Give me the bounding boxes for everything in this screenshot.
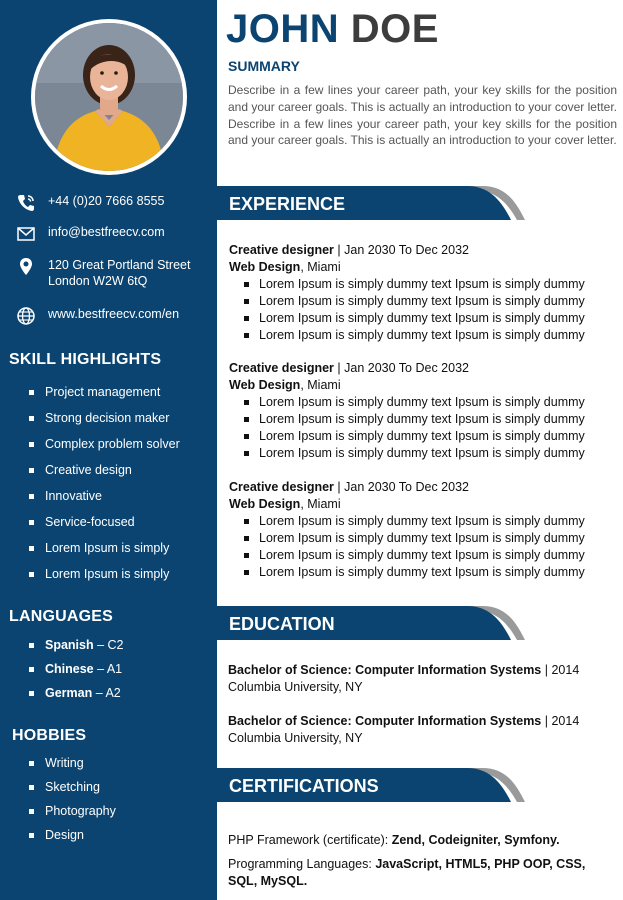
phone-text: +44 (0)20 7666 8555 bbox=[48, 194, 165, 208]
language-item bbox=[29, 637, 124, 661]
skill-item: Lorem Ipsum is simply bbox=[29, 540, 180, 566]
job-company: Web Design bbox=[229, 378, 301, 392]
summary-heading: SUMMARY bbox=[228, 58, 300, 74]
school: Columbia University, NY bbox=[228, 731, 363, 745]
skill-item: Lorem Ipsum is simply bbox=[29, 566, 180, 592]
job-bullet: Lorem Ipsum is simply dummy text Ipsum is simply dummy bbox=[242, 276, 609, 293]
job-entry bbox=[229, 360, 609, 462]
cert-value: JavaScript, HTML5, PHP OOP, CSS, SQL, MySQL. bbox=[228, 857, 586, 888]
education-entry bbox=[228, 713, 608, 747]
languages-heading: LANGUAGES bbox=[9, 608, 114, 625]
job-dates: | Jan 2030 To Dec 2032 bbox=[333, 361, 469, 375]
summary-text: Describe in a few lines your career path, your key skills for the position and your career goals. This is actually an introduction to your cover letter. Describe in a few lines your career path, your key skills for the position and your career goals. This is actually an introduction to your cover letter. bbox=[228, 83, 617, 148]
school: Columbia University, NY bbox=[228, 680, 363, 694]
job-company: Web Design bbox=[229, 497, 301, 511]
hobbies-heading: HOBBIES bbox=[12, 727, 87, 744]
address-line1: 120 Great Portland Street bbox=[48, 258, 191, 272]
phone-icon bbox=[16, 193, 36, 213]
job-bullets bbox=[242, 513, 609, 581]
contact-email bbox=[16, 224, 165, 244]
job-bullet: Lorem Ipsum is simply dummy text Ipsum is simply dummy bbox=[242, 547, 609, 564]
profile-photo bbox=[35, 23, 183, 171]
certification-line bbox=[228, 832, 613, 849]
certifications-heading: CERTIFICATIONS bbox=[229, 776, 379, 796]
job-bullet: Lorem Ipsum is simply dummy text Ipsum is simply dummy bbox=[242, 310, 609, 327]
contact-phone bbox=[16, 193, 164, 213]
job-location: , Miami bbox=[300, 260, 341, 274]
envelope-icon bbox=[16, 224, 36, 244]
hobby-item: Writing bbox=[29, 755, 116, 779]
job-role: Creative designer bbox=[229, 361, 334, 375]
first-name: JOHN bbox=[226, 7, 340, 51]
skill-item: Strong decision maker bbox=[29, 410, 180, 436]
skill-item: Innovative bbox=[29, 488, 180, 514]
skills-heading: SKILL HIGHLIGHTS bbox=[9, 351, 162, 368]
contact-website bbox=[16, 306, 179, 326]
languages-list bbox=[29, 637, 124, 709]
job-bullet: Lorem Ipsum is simply dummy text Ipsum is simply dummy bbox=[242, 293, 609, 310]
skills-list bbox=[29, 384, 180, 592]
job-entry bbox=[229, 242, 609, 344]
sidebar bbox=[0, 0, 217, 900]
job-location: , Miami bbox=[300, 378, 341, 392]
job-bullets bbox=[242, 276, 609, 344]
job-role: Creative designer bbox=[229, 480, 334, 494]
cert-label: PHP Framework (certificate): bbox=[228, 833, 392, 847]
hobby-item: Sketching bbox=[29, 779, 116, 803]
experience-heading: EXPERIENCE bbox=[229, 194, 346, 214]
education-heading: EDUCATION bbox=[229, 614, 335, 634]
skill-item: Project management bbox=[29, 384, 180, 410]
skill-item: Creative design bbox=[29, 462, 180, 488]
job-bullets bbox=[242, 394, 609, 462]
address-line2: London W2W 6tQ bbox=[48, 274, 148, 288]
skill-item: Complex problem solver bbox=[29, 436, 180, 462]
cert-label: Programming Languages: bbox=[228, 857, 376, 871]
experience-header bbox=[217, 186, 537, 222]
language-name: Spanish bbox=[45, 638, 94, 652]
hobbies-list bbox=[29, 755, 116, 851]
language-level: – A2 bbox=[92, 686, 121, 700]
certification-line bbox=[228, 856, 613, 890]
skill-item: Service-focused bbox=[29, 514, 180, 540]
website-text[interactable]: www.bestfreecv.com/en bbox=[48, 307, 180, 321]
hobby-item: Design bbox=[29, 827, 116, 851]
language-name: Chinese bbox=[45, 662, 94, 676]
email-text[interactable]: info@bestfreecv.com bbox=[48, 225, 165, 239]
globe-icon bbox=[16, 306, 36, 326]
education-entry bbox=[228, 662, 608, 696]
language-level: – A1 bbox=[93, 662, 123, 676]
language-name: German bbox=[45, 686, 93, 700]
degree-year: | 2014 bbox=[541, 714, 580, 728]
contact-address bbox=[16, 257, 190, 289]
job-bullet: Lorem Ipsum is simply dummy text Ipsum is simply dummy bbox=[242, 327, 609, 344]
job-bullet: Lorem Ipsum is simply dummy text Ipsum is simply dummy bbox=[242, 411, 609, 428]
location-pin-icon bbox=[16, 257, 36, 277]
job-bullet: Lorem Ipsum is simply dummy text Ipsum is simply dummy bbox=[242, 428, 609, 445]
education-header bbox=[217, 606, 537, 642]
degree: Bachelor of Science: Computer Information Systems bbox=[228, 714, 542, 728]
language-level: – C2 bbox=[93, 638, 124, 652]
job-location: , Miami bbox=[300, 497, 341, 511]
job-entry bbox=[229, 479, 609, 581]
job-dates: | Jan 2030 To Dec 2032 bbox=[333, 480, 469, 494]
job-dates: | Jan 2030 To Dec 2032 bbox=[333, 243, 469, 257]
degree-year: | 2014 bbox=[541, 663, 580, 677]
last-name: DOE bbox=[350, 7, 439, 51]
certifications-header bbox=[217, 768, 537, 804]
degree: Bachelor of Science: Computer Information Systems bbox=[228, 663, 542, 677]
profile-photo-illustration bbox=[35, 23, 183, 171]
job-bullet: Lorem Ipsum is simply dummy text Ipsum is simply dummy bbox=[242, 513, 609, 530]
language-item bbox=[29, 661, 124, 685]
job-company: Web Design bbox=[229, 260, 301, 274]
job-bullet: Lorem Ipsum is simply dummy text Ipsum is simply dummy bbox=[242, 445, 609, 462]
job-bullet: Lorem Ipsum is simply dummy text Ipsum is simply dummy bbox=[242, 394, 609, 411]
language-item bbox=[29, 685, 124, 709]
cert-value: Zend, Codeigniter, Symfony. bbox=[391, 833, 560, 847]
candidate-name bbox=[226, 6, 439, 52]
hobby-item: Photography bbox=[29, 803, 116, 827]
job-role: Creative designer bbox=[229, 243, 334, 257]
job-bullet: Lorem Ipsum is simply dummy text Ipsum is simply dummy bbox=[242, 564, 609, 581]
job-bullet: Lorem Ipsum is simply dummy text Ipsum is simply dummy bbox=[242, 530, 609, 547]
